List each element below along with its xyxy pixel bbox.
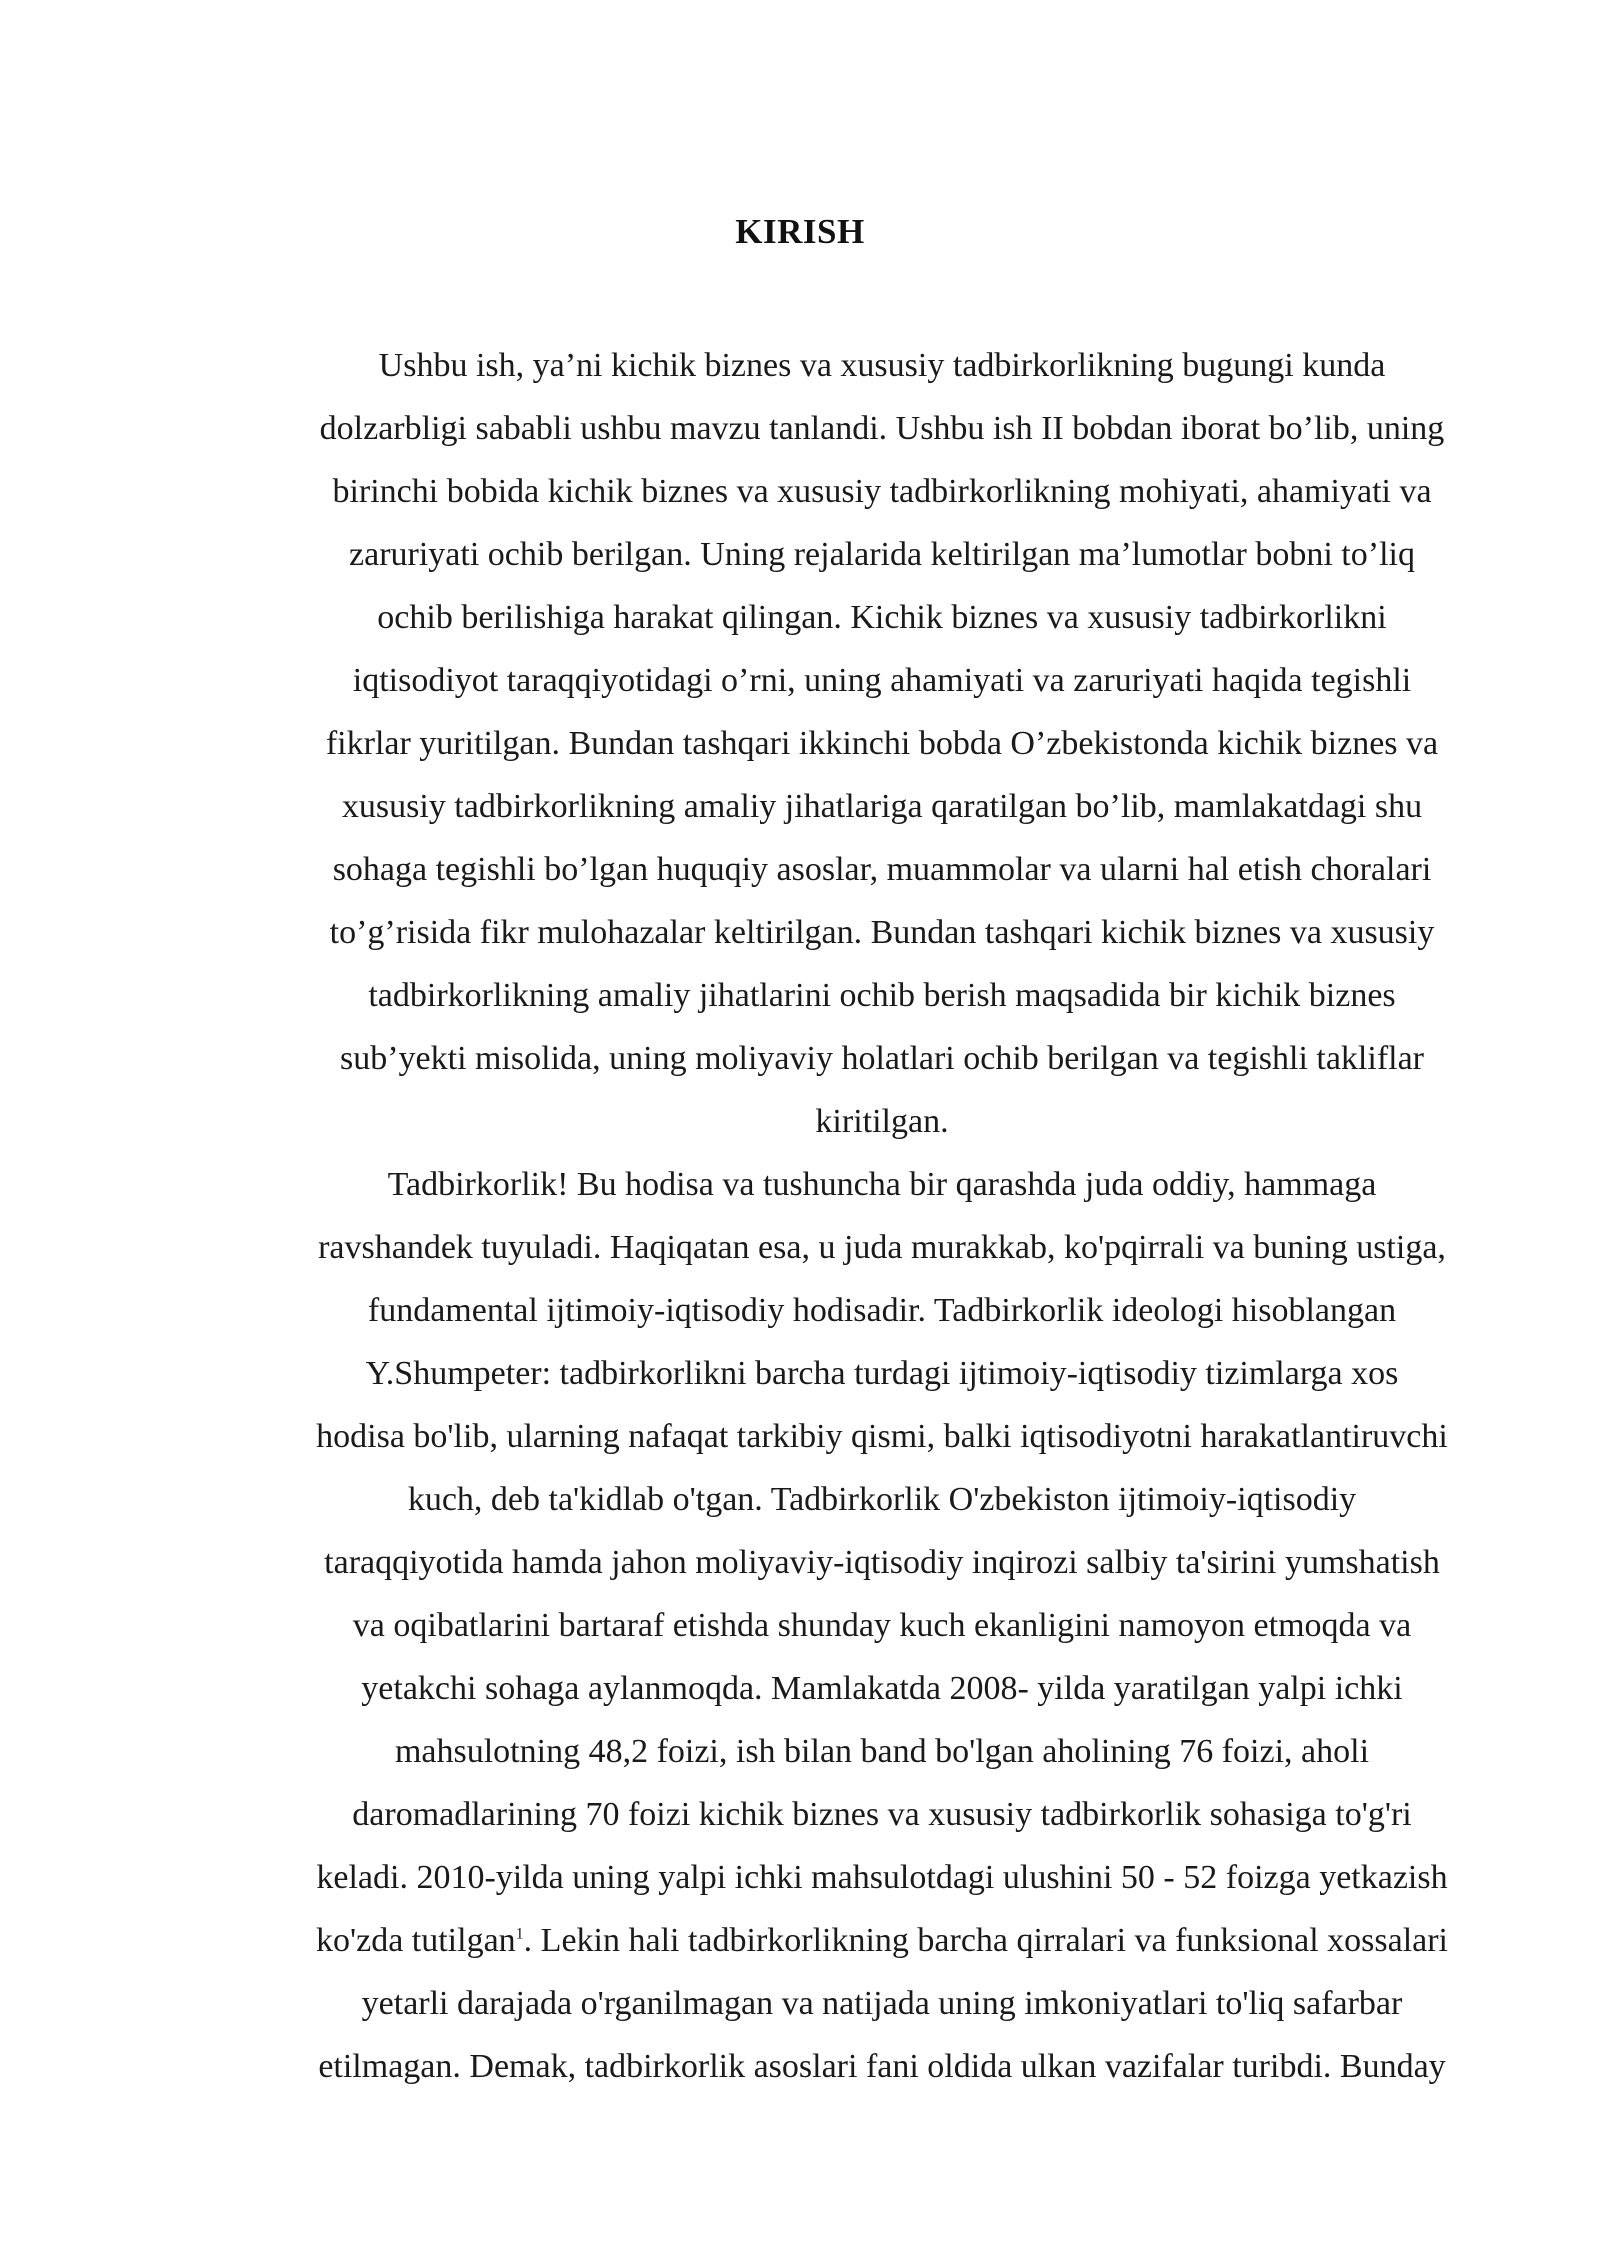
- text-line: etilmagan. Demak, tadbirkorlik asoslari fani oldida ulkan vazifalar turibdi. Bunday: [318, 2048, 1446, 2085]
- text-line: Y.Shumpeter: tadbirkorlikni barcha turdagi ijtimoiy-iqtisodiy tizimlarga xos: [365, 1355, 1399, 1392]
- footnote-marker[interactable]: 1: [515, 1925, 524, 1943]
- text-line: va oqibatlarini bartaraf etishda shunday kuch ekanligini namoyon etmoqda va: [352, 1607, 1412, 1644]
- text-line: hodisa bo'lib, ularning nafaqat tarkibiy qismi, balki iqtisodiyotni harakatlantiruvchi: [316, 1418, 1448, 1455]
- text-line: birinchi bobida kichik biznes va xususiy tadbirkorlikning mohiyati, ahamiyati va: [332, 473, 1432, 510]
- text-line: fundamental ijtimoiy-iqtisodiy hodisadir. Tadbirkorlik ideologi hisoblangan: [367, 1292, 1397, 1329]
- text-line: fikrlar yuritilgan. Bundan tashqari ikkinchi bobda O’zbekistonda kichik biznes va: [325, 725, 1439, 762]
- body-text: [268, 334, 1496, 2098]
- text-line: taraqqiyotida hamda jahon moliyaviy-iqtisodiy inqirozi salbiy ta'sirini yumshatish: [324, 1544, 1440, 1581]
- text-line: iqtisodiyot taraqqiyotidagi o’rni, uning ahamiyati va zaruriyati haqida tegishli: [352, 662, 1412, 699]
- text-line: zaruriyati ochib berilgan. Uning rejalarida keltirilgan ma’lumotlar bobni to’liq: [349, 536, 1415, 573]
- text-line: dolzarbligi sababli ushbu mavzu tanlandi. Ushbu ish II bobdan iborat bo’lib, uning: [319, 410, 1445, 447]
- text-line: ochib berilishiga harakat qilingan. Kichik biznes va xususiy tadbirkorlikni: [377, 599, 1387, 636]
- text-segment: . Lekin hali tadbirkorlikning barcha qirralari va funksional xossalari: [523, 1922, 1448, 1959]
- page-title: KIRISH: [735, 212, 865, 251]
- text-line: to’g’risida fikr mulohazalar keltirilgan. Bundan tashqari kichik biznes va xususiy: [329, 914, 1435, 951]
- text-line: Ushbu ish, ya’ni kichik biznes va xususiy tadbirkorlikning bugungi kunda: [378, 347, 1386, 384]
- text-line: yetarli darajada o'rganilmagan va natijada uning imkoniyatlari to'liq safarbar: [361, 1985, 1403, 2022]
- text-line: tadbirkorlikning amaliy jihatlarini ochib berish maqsadida bir kichik biznes: [368, 977, 1396, 1014]
- text-line: Tadbirkorlik! Bu hodisa va tushuncha bir qarashda juda oddiy, hammaga: [387, 1166, 1377, 1203]
- text-line-with-footnote: [268, 1909, 1496, 1972]
- text-line: kiritilgan.: [815, 1103, 949, 1140]
- text-line: kuch, deb ta'kidlab o'tgan. Tadbirkorlik O'zbekiston ijtimoiy-iqtisodiy: [407, 1481, 1357, 1518]
- text-line: daromadlarining 70 foizi kichik biznes va xususiy tadbirkorlik sohasiga to'g'ri: [352, 1796, 1412, 1833]
- text-line: keladi. 2010-yilda uning yalpi ichki mahsulotdagi ulushini 50 - 52 foizga yetkazish: [316, 1859, 1448, 1896]
- text-line: sohaga tegishli bo’lgan huquqiy asoslar, muammolar va ularni hal etish choralari: [332, 851, 1432, 888]
- text-line: mahsulotning 48,2 foizi, ish bilan band bo'lgan aholining 76 foizi, aholi: [394, 1733, 1370, 1770]
- text-line: yetakchi sohaga aylanmoqda. Mamlakatda 2008- yilda yaratilgan yalpi ichki: [361, 1670, 1403, 1707]
- text-line: xususiy tadbirkorlikning amaliy jihatlariga qaratilgan bo’lib, mamlakatdagi shu: [341, 788, 1423, 825]
- text-segment: ko'zda tutilgan: [315, 1922, 516, 1959]
- text-line: sub’yekti misolida, uning moliyaviy holatlari ochib berilgan va tegishli takliflar: [340, 1040, 1424, 1077]
- text-line: ravshandek tuyuladi. Haqiqatan esa, u juda murakkab, ko'pqirrali va buning ustiga,: [318, 1229, 1446, 1266]
